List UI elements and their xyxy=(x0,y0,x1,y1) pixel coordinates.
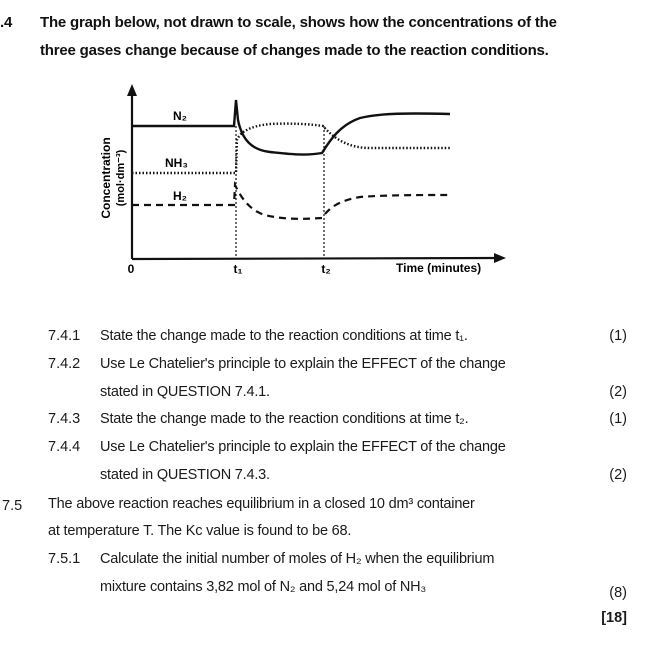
question-number-7-4-2: 7.4.2 xyxy=(48,356,81,372)
n2-label: N₂ xyxy=(173,109,187,123)
y-axis-label-line2: (mol·dm⁻³) xyxy=(115,149,127,207)
question-number-7-4-4: 7.4.4 xyxy=(48,439,81,455)
question-7-4-3-marks: (1) xyxy=(609,411,627,427)
y-axis-label-line1: Concentration xyxy=(99,137,113,219)
question-number-7-4-3: 7.4.3 xyxy=(48,411,81,427)
nh3-label: NH₃ xyxy=(165,156,188,170)
question-number-7-5-1: 7.5.1 xyxy=(48,551,81,567)
x-axis-arrow-icon xyxy=(494,253,506,263)
question-7-4-4-marks: (2) xyxy=(609,467,627,483)
intro-line-2: three gases change because of changes made to the reaction conditions. xyxy=(40,42,549,59)
h2-label: H₂ xyxy=(173,189,187,203)
question-7-4-4-text-1: Use Le Chatelier's principle to explain the EFFECT of the change xyxy=(100,439,506,455)
question-7-4-3-text: State the change made to the reaction conditions at time t₂. xyxy=(100,411,469,427)
x-axis xyxy=(132,258,498,259)
t1-label: t₁ xyxy=(233,262,243,276)
question-number-7-4-1: 7.4.1 xyxy=(48,328,81,344)
total-marks: [18] xyxy=(601,610,627,626)
question-number-7-5: 7.5 xyxy=(2,498,23,514)
question-7-4-2-text-1: Use Le Chatelier's principle to explain the EFFECT of the change xyxy=(100,356,506,372)
intro-line-1: The graph below, not drawn to scale, shows how the concentrations of the xyxy=(40,14,557,31)
concentration-time-graph xyxy=(0,0,655,300)
section-number: .4 xyxy=(0,14,13,31)
t2-label: t₂ xyxy=(321,262,331,276)
question-7-5-1-text-1: Calculate the initial number of moles of H₂ when the equilibrium xyxy=(100,551,495,567)
origin-label: 0 xyxy=(127,262,135,276)
question-7-5-text-2: at temperature T. The Kc value is found to be 68. xyxy=(48,523,352,539)
question-7-5-1-marks: (8) xyxy=(609,585,627,601)
question-7-4-1-text: State the change made to the reaction conditions at time t₁. xyxy=(100,328,468,344)
question-7-5-text-1: The above reaction reaches equilibrium in a closed 10 dm³ container xyxy=(48,496,475,512)
question-7-4-4-text-2: stated in QUESTION 7.4.3. xyxy=(100,467,270,483)
question-7-4-1-marks: (1) xyxy=(609,328,627,344)
y-axis-arrow-icon xyxy=(127,84,137,96)
question-7-4-2-marks: (2) xyxy=(609,384,627,400)
question-7-4-2-text-2: stated in QUESTION 7.4.1. xyxy=(100,384,270,400)
question-7-5-1-text-2: mixture contains 3,82 mol of N₂ and 5,24 mol of NH₃ xyxy=(100,579,427,595)
x-axis-label: Time (minutes) xyxy=(396,261,482,275)
